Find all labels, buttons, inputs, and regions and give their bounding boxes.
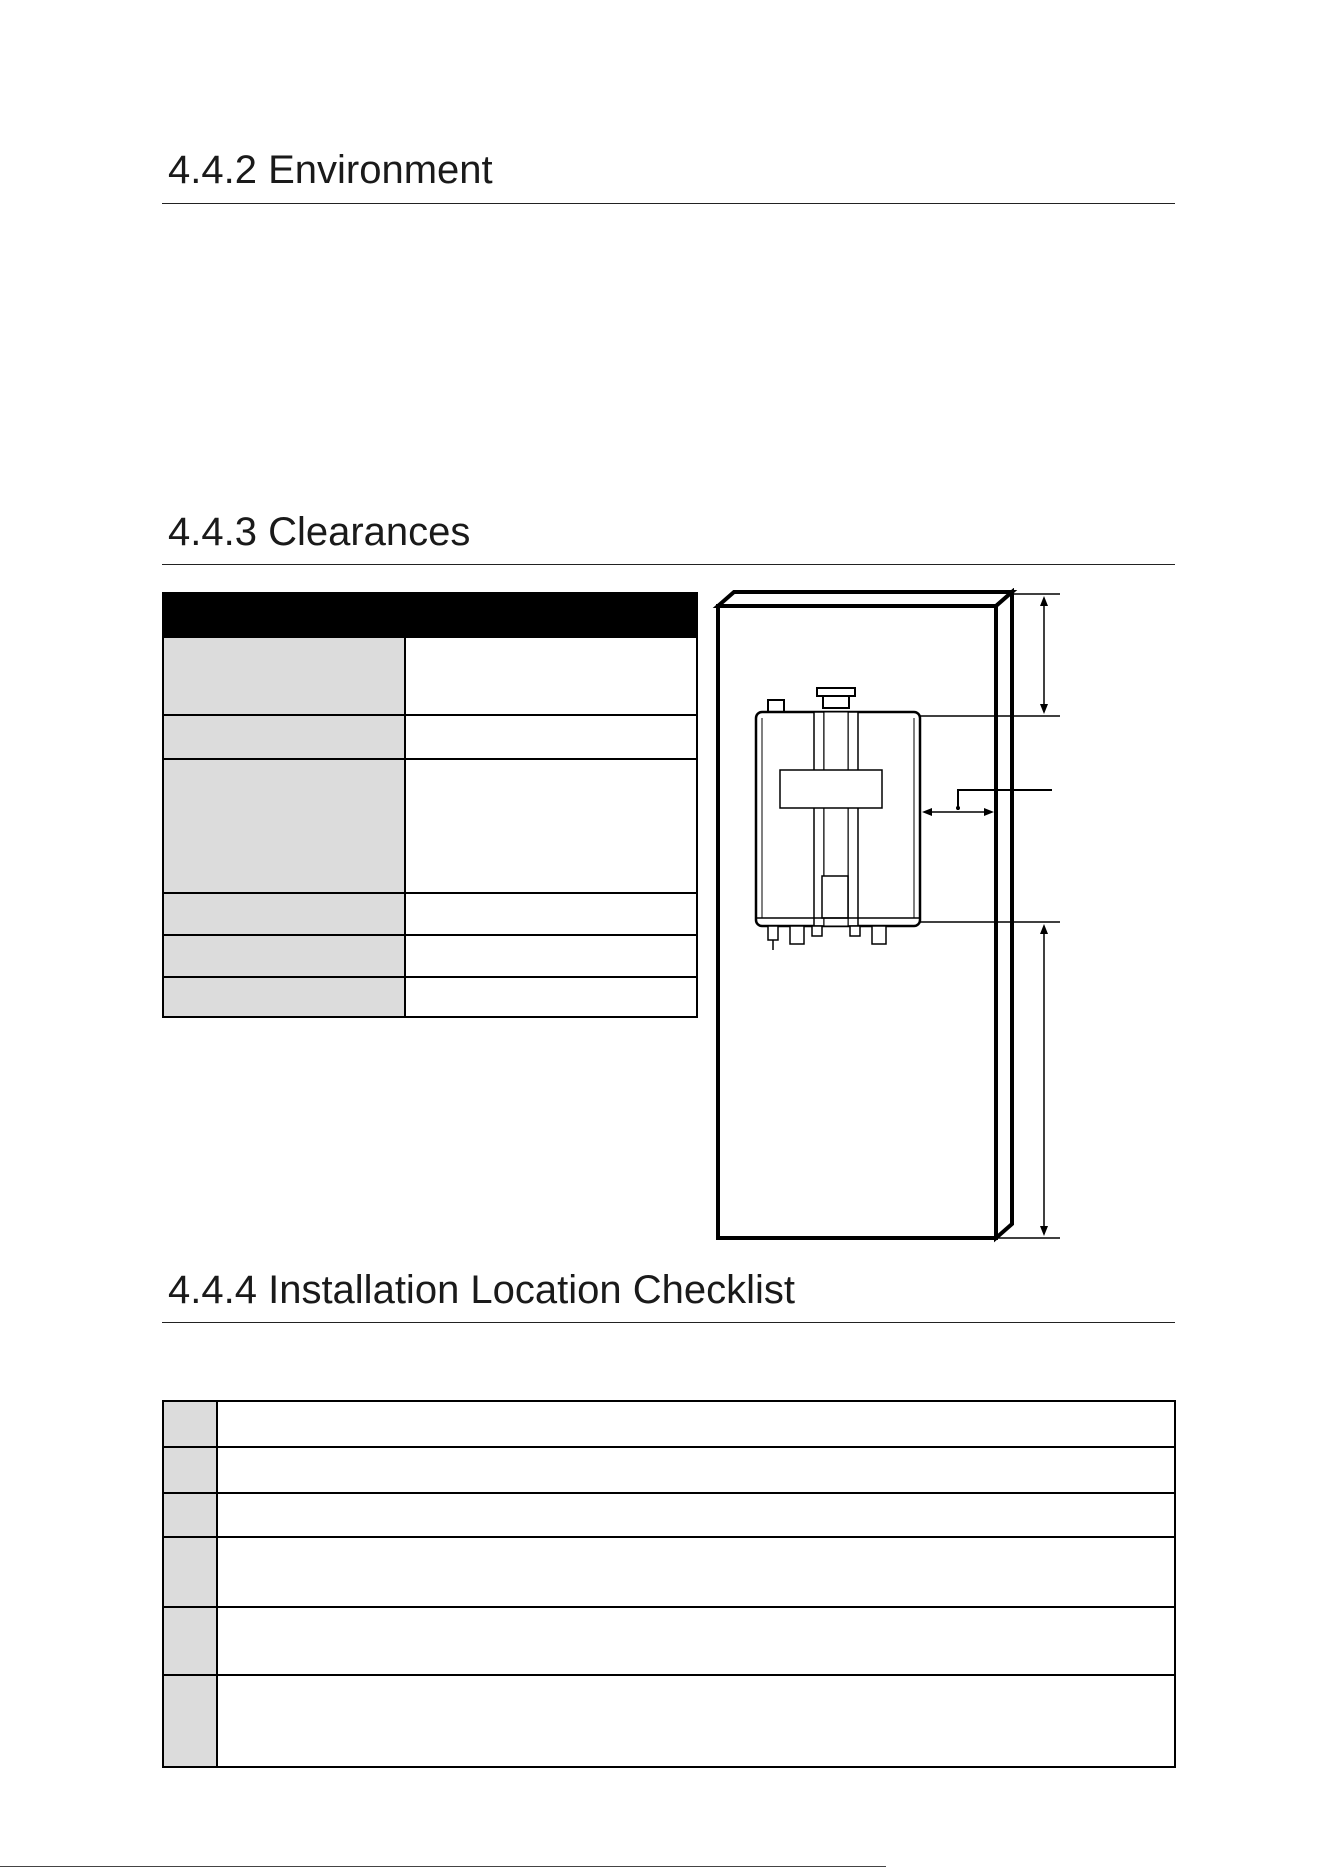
wall-top-face <box>718 592 1012 606</box>
checklist-number-cell <box>164 1448 218 1492</box>
checklist-row <box>164 1606 1174 1674</box>
water-heater-illustration <box>756 688 920 950</box>
checklist-table <box>162 1400 1176 1768</box>
clearance-table <box>162 592 698 1018</box>
top-clearance-arrow-up <box>1040 596 1048 606</box>
section-title-checklist: 4.4.4 Installation Location Checklist <box>168 1268 796 1312</box>
wall-side-face <box>996 592 1012 1238</box>
checklist-row <box>164 1402 1174 1446</box>
section-rule-clearances <box>162 564 1175 565</box>
section-title-clearances: 4.4.3 Clearances <box>168 510 471 554</box>
checklist-number-cell <box>164 1538 218 1606</box>
checklist-row <box>164 1674 1174 1766</box>
top-clearance-arrow-down <box>1040 704 1048 714</box>
clearance-label-cell <box>164 936 406 976</box>
section-rule-checklist <box>162 1322 1175 1323</box>
footer-rule <box>0 1866 886 1867</box>
clearance-label-cell <box>164 978 406 1016</box>
clearance-row <box>164 758 696 892</box>
checklist-row <box>164 1536 1174 1606</box>
clearance-label-cell <box>164 638 406 714</box>
clearance-row <box>164 892 696 934</box>
checklist-row <box>164 1492 1174 1536</box>
clearance-row <box>164 636 696 714</box>
clearance-diagram <box>710 588 1060 1248</box>
checklist-number-cell <box>164 1608 218 1674</box>
clearance-label-cell <box>164 760 406 892</box>
checklist-number-cell <box>164 1402 218 1446</box>
clearance-row <box>164 934 696 976</box>
section-title-environment: 4.4.2 Environment <box>168 148 493 192</box>
bottom-clearance-arrow-up <box>1040 924 1048 934</box>
bottom-clearance-arrow-down <box>1040 1226 1048 1236</box>
section-rule-environment <box>162 203 1175 204</box>
checklist-row <box>164 1446 1174 1492</box>
clearance-table-header <box>164 594 696 636</box>
clearance-label-cell <box>164 716 406 758</box>
clearance-row <box>164 976 696 1016</box>
clearance-label-cell <box>164 894 406 934</box>
checklist-number-cell <box>164 1494 218 1536</box>
checklist-number-cell <box>164 1676 218 1766</box>
side-clearance-leader-dot <box>956 806 960 810</box>
clearance-row <box>164 714 696 758</box>
